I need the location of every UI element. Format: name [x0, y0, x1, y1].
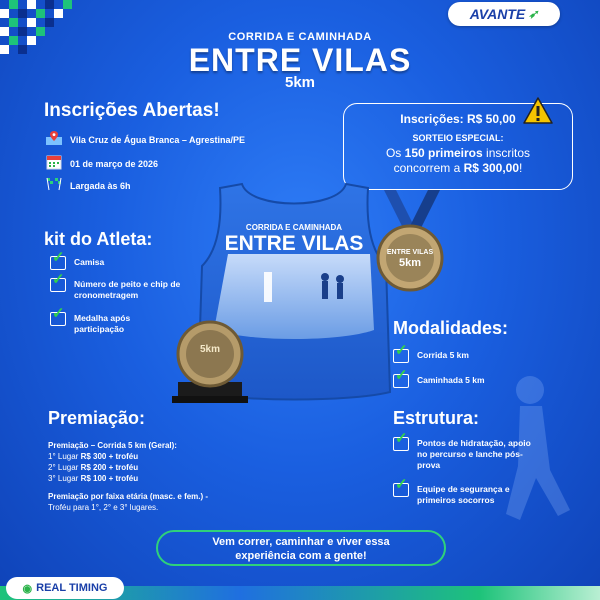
flag-cell — [63, 0, 72, 9]
kit-item — [50, 279, 180, 301]
medal-label: ENTRE VILAS — [386, 249, 434, 256]
raffle-mid: inscritos — [482, 146, 531, 160]
trophy-distance: 5km — [199, 344, 221, 355]
award-place-row: 2° Lugar R$ 200 + troféu — [48, 463, 139, 472]
kit-item — [50, 313, 130, 335]
location-row — [44, 131, 245, 148]
modalities-heading: Modalidades: — [393, 318, 509, 338]
date-text: 01 de março de 2026 — [70, 158, 159, 169]
awards-age-detail: Troféu para 1°, 2° e 3° lugares. — [48, 503, 159, 512]
race-flags-icon — [44, 177, 64, 194]
structure-item — [393, 484, 510, 506]
raffle-line2: concorrem a — [393, 161, 464, 175]
kit-item-label: Camisa — [74, 257, 105, 267]
flag-cell — [54, 9, 63, 18]
raffle-end: ! — [519, 161, 523, 175]
flag-cell — [18, 9, 27, 18]
flag-cell — [27, 0, 36, 9]
registration-heading: Inscrições Abertas! — [44, 100, 220, 121]
start-time-text: Largada às 6h — [70, 180, 131, 191]
checkbox-icon — [393, 374, 409, 388]
flag-cell — [36, 9, 45, 18]
warning-icon — [523, 97, 553, 125]
kit-item-label: Medalha após participação — [74, 313, 131, 334]
award-place-row: 3° Lugar R$ 100 + troféu — [48, 474, 139, 483]
checkbox-icon — [393, 483, 409, 497]
date-row — [44, 154, 158, 173]
kit-heading: kit do Atleta: — [44, 229, 153, 249]
raffle-title: SORTEIO ESPECIAL: — [412, 133, 504, 143]
cta-line1: Vem correr, caminhar e viver essa — [212, 536, 390, 548]
flag-cell — [0, 9, 9, 18]
kit-item-label: Número de peito e chip de cronometragem — [74, 279, 181, 300]
structure-label: Pontos de hidratação, apoio no percurso e lanche pós- prova — [417, 438, 531, 470]
checkbox-icon — [50, 312, 66, 326]
raffle-text — [344, 146, 572, 176]
checkbox-icon — [50, 278, 66, 292]
sponsor-name: AVANTE — [469, 6, 526, 22]
trophy-medal-image — [168, 318, 252, 404]
awards-list — [48, 440, 328, 513]
start-time-row — [44, 177, 131, 194]
shirt-title: ENTRE VILAS — [224, 232, 364, 255]
location-text: Vila Cruz de Água Branca – Agrestina/PE — [70, 134, 246, 145]
structure-label: Equipe de segurança e primeiros socorros — [417, 484, 510, 505]
event-distance: 5km — [284, 74, 316, 91]
checkbox-icon — [393, 437, 409, 451]
modality-item — [393, 350, 469, 363]
call-to-action-banner — [156, 530, 446, 566]
event-title: ENTRE VILAS — [188, 42, 412, 78]
raffle-prize: R$ 300,00 — [463, 161, 520, 175]
runner-logo-icon: ➶ — [528, 7, 539, 21]
map-pin-icon — [44, 131, 64, 148]
flag-cell — [9, 18, 18, 27]
modality-label: Corrida 5 km — [417, 350, 469, 360]
finisher-medal-image — [370, 190, 450, 295]
event-subtitle: CORRIDA E CAMINHADA — [228, 31, 372, 43]
flag-cell — [27, 18, 36, 27]
awards-age-title: Premiação por faixa etária (masc. e fem.) - — [48, 492, 209, 501]
flag-cell — [45, 18, 54, 27]
raffle-pre: Os — [385, 146, 405, 160]
cta-line2: experiência com a gente! — [235, 550, 367, 562]
flag-cell — [45, 0, 54, 9]
medal-distance: 5km — [398, 257, 422, 269]
calendar-icon — [44, 154, 64, 173]
structure-heading: Estrutura: — [393, 408, 480, 428]
footer-sponsor-name: REAL TIMING — [36, 582, 108, 594]
modality-item — [393, 375, 485, 388]
checkbox-icon — [393, 349, 409, 363]
flag-cell — [9, 0, 18, 9]
sponsor-real-timing-logo — [6, 577, 124, 599]
kit-item — [50, 257, 104, 270]
price-text: Inscrições: R$ 50,00 — [400, 112, 516, 126]
awards-general-title: Premiação – Corrida 5 km (Geral): — [48, 441, 177, 450]
modality-label: Caminhada 5 km — [417, 375, 485, 385]
award-place-row: 1° Lugar R$ 300 + troféu — [48, 452, 139, 461]
checkbox-icon — [50, 256, 66, 270]
awards-heading: Premiação: — [48, 408, 146, 428]
shirt-subtitle: CORRIDA E CAMINHADA — [245, 223, 343, 232]
raffle-count: 150 primeiros — [404, 146, 483, 160]
timing-logo-icon: ◉ — [22, 582, 33, 595]
sponsor-avante-logo — [448, 2, 560, 26]
structure-item — [393, 438, 531, 471]
